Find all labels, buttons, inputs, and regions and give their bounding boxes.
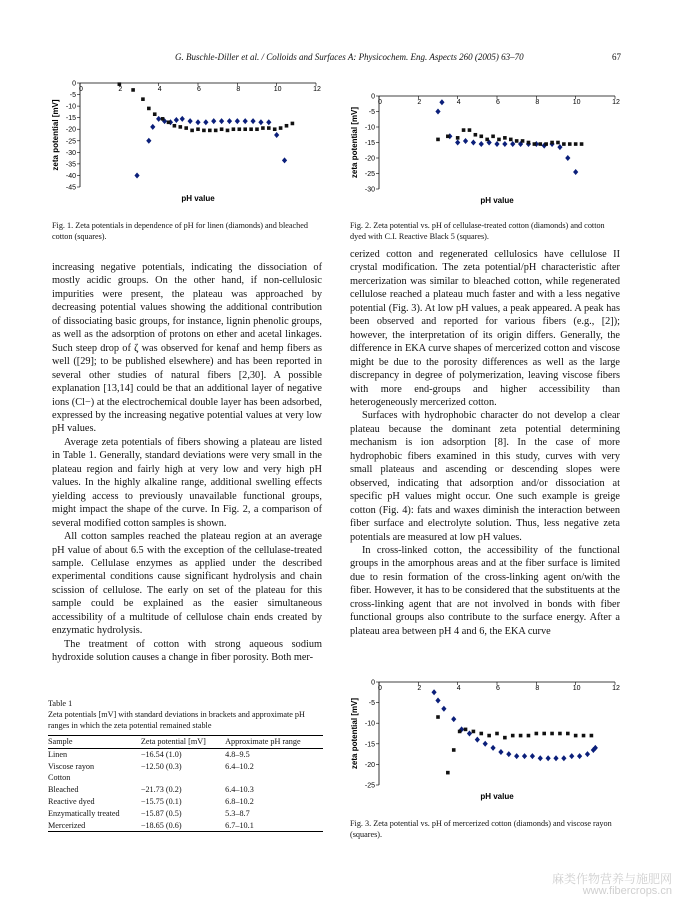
square-marker — [220, 127, 224, 131]
paragraph: cerized cotton and regenerated cellulosics have cellulose II crystal modification. The zeta potential/pH characteristic after mercerization was similar to bleached cotton, while regenerated cellulose reached a plateau much faster and with a less negative potential (Fig. 3). At low pH values, a peak appeared. A peak has been observed and reported for various fibers (e.g., [2]); however, the interpretation of its origin differs. Generally, the difference in EKA curve shapes of mercerized cotton and viscose might be due to the porosity differences as well as the large discrepancy in degree of polymerization, leaving viscose fibers with more end-groups and higher accessibility than heterogeneously mercerized cotton. — [350, 249, 620, 408]
square-marker — [521, 139, 525, 143]
diamond-marker — [266, 119, 271, 125]
y-tick-label: -5 — [368, 700, 375, 708]
diamond-marker — [522, 753, 527, 759]
square-marker — [436, 138, 440, 142]
right-column — [350, 248, 620, 638]
square-marker — [566, 732, 570, 736]
diamond-marker — [494, 141, 499, 147]
table-cell: 6.8–10.2 — [225, 796, 254, 806]
square-marker — [131, 88, 135, 92]
figure-2-caption: Fig. 2. Zeta potential vs. pH of cellulase-treated cotton (diamonds) and cotton dyed with C.I. Reactive Black 5 (squares). — [350, 221, 605, 241]
y-axis-label: zeta potential [mV] — [51, 99, 60, 171]
watermark-url: www.fibercrops.cn — [582, 885, 672, 897]
diamond-marker — [250, 118, 255, 124]
square-marker — [456, 136, 460, 140]
diamond-marker — [490, 745, 495, 751]
square-marker — [491, 135, 495, 139]
table-cell: Linen — [48, 749, 68, 759]
square-marker — [173, 124, 177, 128]
table-cell: −15.75 (0.1) — [140, 796, 182, 806]
diamond-marker — [502, 141, 507, 147]
square-marker — [527, 141, 531, 145]
square-marker — [509, 138, 513, 142]
x-tick-label: 10 — [572, 99, 581, 106]
table-caption: Zeta potentials [mV] with standard deviations in brackets and approximate pH ranges in which the zeta potential remained stable — [48, 710, 305, 730]
diamond-marker — [577, 753, 582, 759]
table-row — [48, 808, 323, 820]
figure-3-chart — [345, 675, 635, 805]
diamond-marker — [546, 755, 551, 761]
y-tick-label: -15 — [65, 115, 76, 123]
y-tick-label: -30 — [364, 186, 375, 194]
square-marker — [452, 748, 456, 752]
diamond-marker — [282, 157, 287, 163]
x-tick-label: 2 — [417, 685, 422, 692]
square-marker — [285, 124, 289, 128]
diamond-marker — [146, 138, 151, 144]
diamond-marker — [510, 141, 515, 147]
table-cell: Cotton — [48, 773, 71, 783]
table-cell: Reactive dyed — [48, 796, 95, 806]
square-marker — [255, 127, 259, 131]
diamond-marker — [561, 755, 566, 761]
diamond-marker — [441, 706, 446, 712]
x-tick-label: 2 — [118, 86, 123, 93]
diamond-marker — [483, 741, 488, 747]
x-axis-label: pH value — [480, 196, 514, 205]
table-1-grid — [48, 735, 323, 832]
square-marker — [574, 734, 578, 738]
x-tick-label: 10 — [572, 685, 581, 692]
square-marker — [436, 715, 440, 719]
table-cell: 4.8–9.5 — [225, 749, 250, 759]
square-marker — [582, 734, 586, 738]
square-marker — [243, 127, 247, 131]
square-marker — [495, 732, 499, 736]
square-marker — [167, 120, 171, 124]
table-cell — [225, 772, 323, 784]
square-marker — [462, 128, 466, 132]
x-tick-label: 4 — [456, 685, 461, 692]
y-tick-label: 0 — [371, 93, 375, 101]
square-marker — [458, 730, 462, 734]
square-marker — [533, 142, 537, 146]
y-tick-label: -10 — [364, 124, 375, 132]
diamond-marker — [180, 116, 185, 122]
square-marker — [562, 142, 566, 146]
square-marker — [161, 117, 165, 121]
table-header: Sample — [48, 736, 141, 749]
table-1 — [48, 698, 323, 832]
square-marker — [141, 97, 145, 101]
diamond-marker — [174, 117, 179, 123]
x-tick-label: 2 — [417, 99, 422, 106]
square-marker — [279, 126, 283, 130]
diamond-marker — [439, 99, 444, 105]
y-axis-label: zeta potential [mV] — [350, 697, 359, 770]
diamond-marker — [435, 109, 440, 115]
y-tick-label: -45 — [65, 184, 76, 192]
square-marker — [179, 125, 183, 129]
square-marker — [544, 142, 548, 146]
y-tick-label: -25 — [364, 171, 375, 178]
x-tick-label: 6 — [496, 99, 500, 106]
x-tick-label: 6 — [496, 685, 500, 692]
table-cell: 6.7–10.1 — [225, 820, 323, 832]
x-tick-label: 0 — [79, 86, 83, 93]
table-cell: −15.87 (0.5) — [140, 808, 182, 818]
square-marker — [291, 122, 295, 126]
diamond-marker — [431, 689, 436, 695]
table-row — [48, 784, 323, 796]
diamond-marker — [451, 716, 456, 722]
x-tick-label: 8 — [236, 86, 241, 93]
square-marker — [487, 734, 491, 738]
square-marker — [190, 129, 194, 133]
table-cell: −12.50 (0.3) — [140, 761, 182, 771]
table-row — [48, 796, 323, 808]
diamond-marker — [156, 116, 161, 122]
table-cell: 6.4–10.2 — [225, 761, 254, 771]
square-marker — [550, 732, 554, 736]
y-tick-label: -25 — [65, 138, 76, 146]
table-row — [48, 761, 323, 773]
square-marker — [519, 734, 523, 738]
square-marker — [503, 736, 507, 740]
diamond-marker — [498, 749, 503, 755]
square-marker — [446, 771, 450, 775]
y-tick-label: 0 — [371, 679, 375, 687]
table-cell: 6.4–10.3 — [225, 785, 254, 795]
x-tick-label: 6 — [197, 86, 201, 93]
table-cell: −18.65 (0.6) — [141, 820, 225, 832]
y-tick-label: -40 — [65, 172, 76, 180]
square-marker — [261, 126, 265, 130]
diamond-marker — [219, 118, 224, 124]
paragraph: increasing negative potentials, indicating the dissociation of mostly acidic groups. On the other hand, if non-cellulosic impurities were present, the plateau was approached by decreasing potential values showing the additional contribution of dissociating basic groups, for instance, lignin phenolic groups, as well as the adsorption of protons on ether and acetal linkages. Such steep drop of ζ was observed for kenaf and hemp fibers as well ([29]; to be published elsewhere) and has been reported in several other studies of natural fibers [2,30]. A possible explanation [13,14] could be that an additional layer of negative ions (Cl−) at the electrochemical double layer has been adsorbed, expressed by the increasing negative potential values at very low pH values. — [52, 262, 322, 435]
square-marker — [446, 135, 450, 139]
figure-3-caption: Fig. 3. Zeta potential vs. pH of mercerized cotton (diamonds) and viscose rayon (squares). — [350, 819, 612, 839]
square-marker — [273, 127, 277, 131]
table-header: Approximate pH range — [225, 736, 323, 749]
page-number: 67 — [612, 52, 621, 62]
square-marker — [232, 127, 236, 131]
y-tick-label: -10 — [65, 103, 76, 111]
table-cell: −16.54 (1.0) — [140, 749, 182, 759]
table-header-row — [48, 736, 323, 749]
diamond-marker — [203, 119, 208, 125]
square-marker — [497, 138, 501, 142]
diamond-marker — [211, 118, 216, 124]
diamond-marker — [134, 172, 139, 178]
square-marker — [472, 730, 476, 734]
figure-1-caption: Fig. 1. Zeta potentials in dependence of pH for linen (diamonds) and bleached cotton (squares). — [52, 221, 309, 241]
square-marker — [574, 142, 578, 146]
square-marker — [542, 732, 546, 736]
diamond-marker — [585, 751, 590, 757]
diamond-marker — [538, 755, 543, 761]
y-axis-label: zeta potential [mV] — [350, 106, 359, 179]
x-tick-label: 8 — [535, 99, 540, 106]
square-marker — [538, 142, 542, 146]
y-tick-label: -15 — [364, 741, 375, 749]
square-marker — [558, 732, 562, 736]
square-marker — [118, 82, 122, 86]
square-marker — [202, 129, 206, 133]
x-axis-label: pH value — [480, 792, 514, 801]
left-column — [52, 261, 322, 665]
table-row — [48, 772, 323, 784]
diamond-marker — [195, 119, 200, 125]
diamond-marker — [150, 124, 155, 130]
square-marker — [464, 728, 468, 732]
square-marker — [214, 129, 218, 133]
square-marker — [568, 142, 572, 146]
figure-3-chart-wrap — [345, 675, 635, 805]
square-marker — [479, 135, 483, 139]
x-tick-label: 4 — [157, 86, 162, 93]
x-tick-label: 12 — [313, 86, 321, 93]
square-marker — [238, 127, 242, 131]
diamond-marker — [455, 140, 460, 146]
square-marker — [196, 127, 200, 131]
figure-2-chart — [345, 88, 635, 208]
diamond-marker — [274, 132, 279, 138]
paragraph: Average zeta potentials of fibers showing a plateau are listed in Table 1. Generally, standard deviations were very small in the plateau region and fairly high at very low and very high pH values. In the highly alkaline range, additional swelling effects yielding access to previously unavailable functional groups, might impact the shape of the curve. In Fig. 2, a comparison of several modified cotton samples is shown. — [52, 436, 322, 529]
square-marker — [515, 139, 519, 143]
square-marker — [147, 107, 151, 111]
diamond-marker — [467, 731, 472, 737]
diamond-marker — [557, 144, 562, 150]
x-tick-label: 12 — [612, 685, 620, 692]
diamond-marker — [475, 737, 480, 743]
figure-1 — [20, 75, 330, 205]
square-marker — [535, 732, 539, 736]
table-cell: −21.73 (0.2) — [140, 785, 182, 795]
square-marker — [249, 127, 253, 131]
square-marker — [479, 732, 483, 736]
diamond-marker — [463, 138, 468, 144]
paragraph: The treatment of cotton with strong aqueous sodium hydroxide solution causes a change in fiber porosity. Both mer- — [52, 638, 322, 664]
diamond-marker — [514, 753, 519, 759]
square-marker — [485, 138, 489, 142]
y-tick-label: -5 — [69, 92, 76, 100]
diamond-marker — [471, 140, 476, 146]
y-tick-label: -20 — [364, 155, 375, 163]
diamond-marker — [235, 118, 240, 124]
table-row — [48, 820, 323, 832]
square-marker — [153, 112, 157, 116]
paragraph: All cotton samples reached the plateau region at an average pH value of about 6.5 with the exception of the cellulase-treated sample. Cellulase enzymes as applied under the described experimental conditions cause significant hydrolysis and chain scission of cellulose. The early on set of the plateau for this sample could be explained as the easier simultaneous accessibility of a multitude of cellulose chain ends created by enzymatic hydrolysis. — [52, 531, 322, 637]
diamond-marker — [530, 753, 535, 759]
diamond-marker — [565, 155, 570, 161]
square-marker — [511, 734, 515, 738]
table-header: Zeta potential [mV] — [141, 736, 225, 749]
x-tick-label: 10 — [273, 86, 282, 93]
square-marker — [556, 141, 560, 145]
paragraph: In cross-linked cotton, the accessibility of the functional groups in the amorphous areas and at the fiber surface is limited due to resin formation of the cross-linking agent on/with the fiber. However, it has to be considered that the substituents at the cross-linking agent that are not involved in bonds with fiber functional groups also contribute to the surface energy. After a plateau area between pH 4 and 6, the EKA curve — [350, 544, 620, 637]
x-tick-label: 0 — [378, 99, 382, 106]
table-label: Table 1 — [48, 699, 73, 708]
x-tick-label: 0 — [378, 685, 382, 692]
figure-2-chart-wrap — [345, 88, 635, 208]
square-marker — [580, 142, 584, 146]
diamond-marker — [188, 118, 193, 124]
y-tick-label: -35 — [65, 161, 76, 169]
table-cell: Mercerized — [48, 820, 141, 832]
diamond-marker — [479, 141, 484, 147]
y-tick-label: -5 — [368, 109, 375, 116]
square-marker — [527, 734, 531, 738]
running-title: G. Buschle-Diller et al. / Colloids and Surfaces A: Physicochem. Eng. Aspects 260 (2005) 63–70 — [175, 52, 524, 62]
square-marker — [468, 128, 472, 132]
x-tick-label: 8 — [535, 685, 540, 692]
x-tick-label: 12 — [612, 99, 620, 106]
y-tick-label: -20 — [364, 761, 375, 769]
x-tick-label: 4 — [456, 99, 461, 106]
table-cell: 5.3–8.7 — [225, 808, 250, 818]
diamond-marker — [506, 751, 511, 757]
diamond-marker — [435, 698, 440, 704]
diamond-marker — [227, 118, 232, 124]
y-tick-label: -20 — [65, 126, 76, 134]
paragraph: Surfaces with hydrophobic character do not develop a clear plateau because the dominant zeta potential determining mechanism is ion adsorption [8]. In the case of more hydrophobic fibers examined in this study, curves with very small plateaus and ascending or descending slopes were observed, indicating that adsorption and/or dissociation at specific pH values might occur. One such example is greige cotton (Fig. 4): fats and waxes diminish the interaction between fiber surface and electrolyte solution. Thus, less negative zeta potentials are measured at low pH values. — [350, 410, 620, 543]
square-marker — [267, 126, 271, 130]
diamond-marker — [569, 753, 574, 759]
square-marker — [184, 126, 188, 130]
square-marker — [208, 129, 212, 133]
diamond-marker — [553, 755, 558, 761]
figure-1-chart — [20, 75, 330, 205]
square-marker — [474, 133, 478, 137]
y-tick-label: -15 — [364, 140, 375, 147]
x-axis-label: pH value — [181, 194, 215, 203]
table-cell: Enzymatically treated — [48, 808, 120, 818]
square-marker — [226, 129, 230, 133]
diamond-marker — [258, 119, 263, 125]
square-marker — [503, 136, 507, 140]
y-tick-label: -30 — [65, 149, 76, 157]
y-tick-label: -10 — [364, 720, 375, 728]
table-cell: Bleached — [48, 785, 79, 795]
watermark-text: 麻类作物营养与施肥网 — [551, 872, 672, 886]
diamond-marker — [573, 169, 578, 175]
square-marker — [550, 141, 554, 145]
square-marker — [590, 734, 594, 738]
y-tick-label: -25 — [364, 782, 375, 790]
y-tick-label: 0 — [72, 80, 76, 88]
table-row — [48, 748, 323, 760]
diamond-marker — [243, 118, 248, 124]
table-cell — [141, 772, 225, 784]
table-cell: Viscose rayon — [48, 761, 95, 771]
